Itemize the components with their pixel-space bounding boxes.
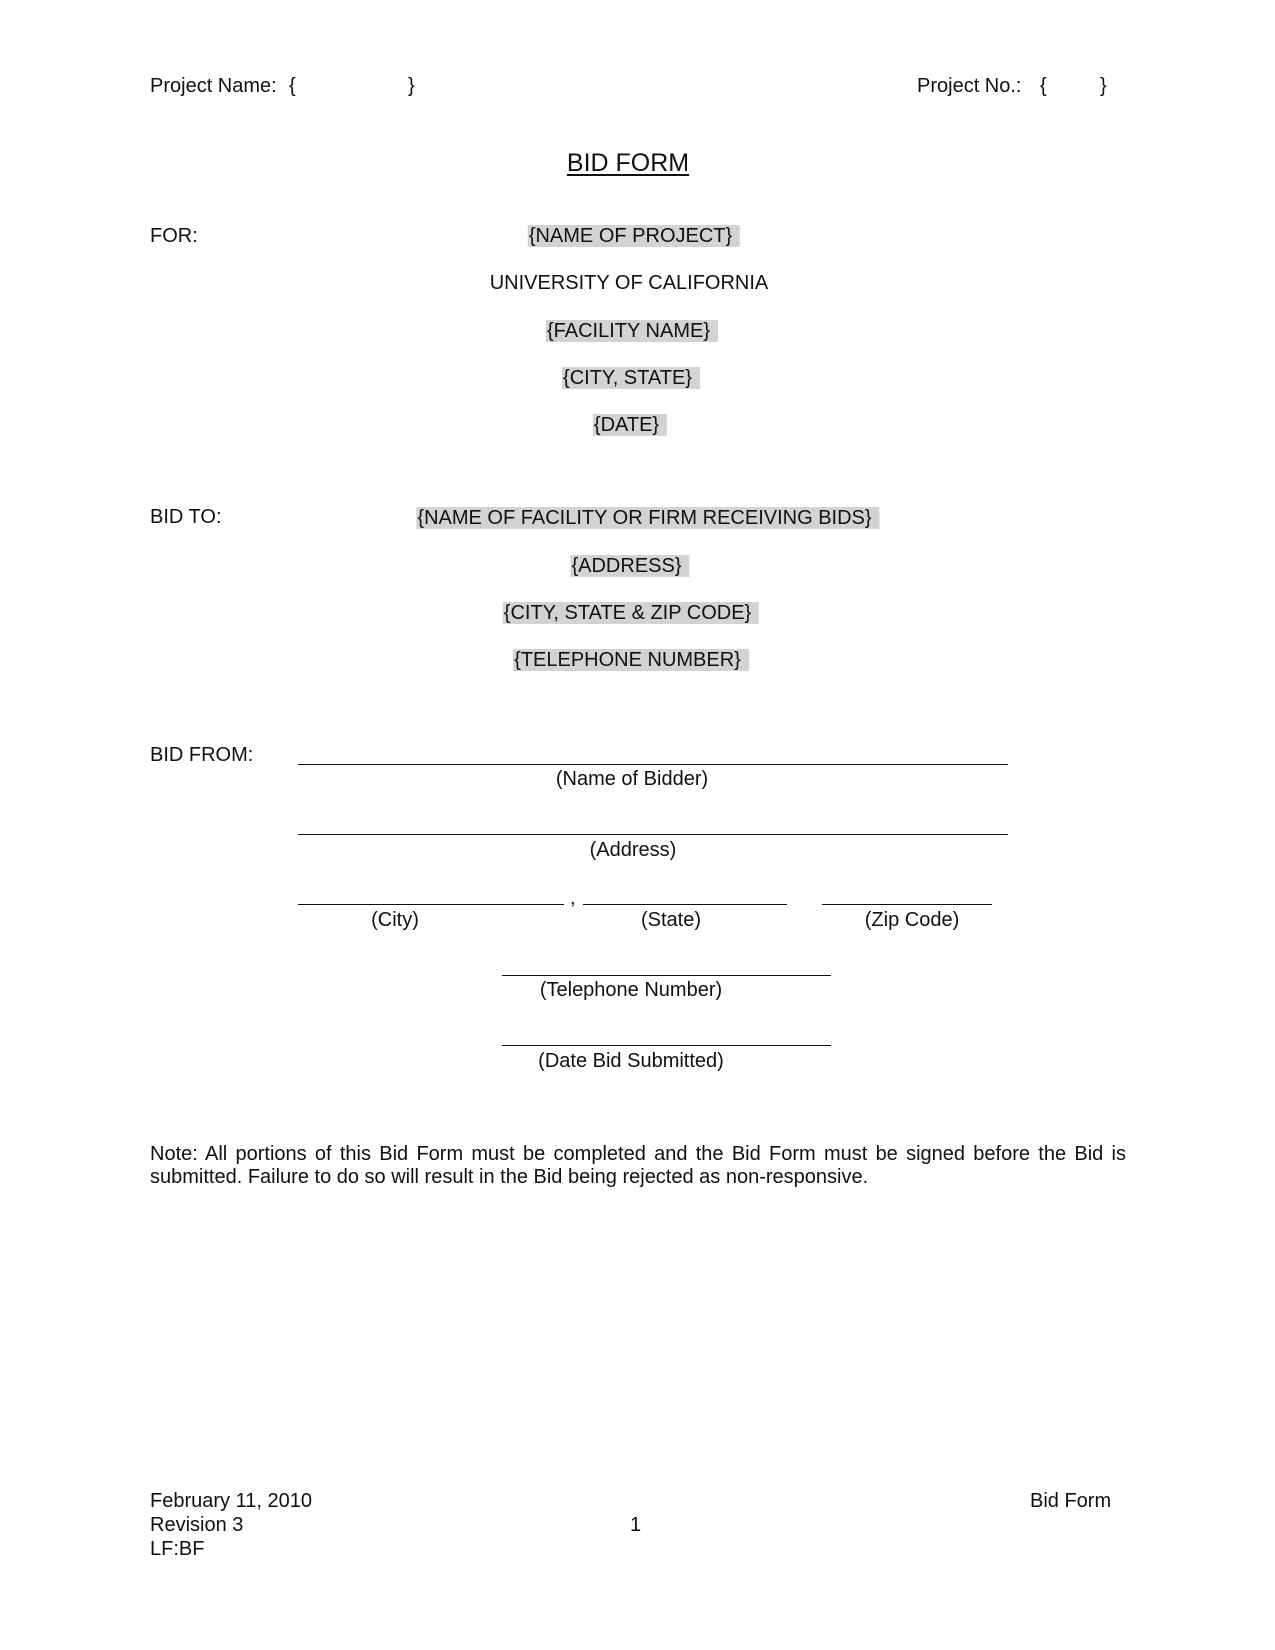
page-number: 1: [630, 1514, 642, 1536]
facility-name-placeholder: {FACILITY NAME}: [546, 320, 718, 342]
footer-date: February 11, 2010: [150, 1490, 312, 1512]
footer-revision: Revision 3: [150, 1514, 244, 1536]
bidder-address-caption: (Address): [589, 839, 677, 861]
bidder-address-line[interactable]: [298, 834, 1008, 835]
project-name-placeholder: {NAME OF PROJECT}: [528, 225, 740, 247]
bidder-state-caption: (State): [640, 909, 702, 931]
date-submitted-caption: (Date Bid Submitted): [538, 1050, 724, 1072]
recipient-telephone-placeholder: {TELEPHONE NUMBER}: [513, 649, 749, 671]
recipient-placeholder: {NAME OF FACILITY OR FIRM RECEIVING BIDS}: [416, 507, 879, 529]
bidder-zip-caption: (Zip Code): [864, 909, 960, 931]
footer-code: LF:BF: [150, 1538, 205, 1560]
bid-to-label: BID TO:: [150, 506, 222, 528]
recipient-address-placeholder: {ADDRESS}: [570, 555, 689, 577]
bid-from-label: BID FROM:: [150, 744, 254, 766]
project-name-label: Project Name:: [150, 75, 277, 97]
project-no-close-brace: }: [1100, 75, 1107, 97]
footer-document-name: Bid Form: [1030, 1490, 1112, 1512]
city-state-placeholder: {CITY, STATE}: [562, 367, 700, 389]
recipient-city-state-zip-placeholder: {CITY, STATE & ZIP CODE}: [503, 602, 759, 624]
for-label: FOR:: [150, 225, 198, 247]
bidder-city-line[interactable]: [298, 904, 564, 905]
project-no-open-brace: {: [1040, 75, 1047, 97]
project-name-close-brace: }: [408, 75, 415, 97]
bidder-telephone-line[interactable]: [502, 975, 831, 976]
project-no-label: Project No.:: [917, 75, 1022, 97]
date-placeholder: {DATE}: [593, 414, 667, 436]
page-title: BID FORM: [566, 149, 690, 177]
bidder-city-caption: (City): [371, 909, 419, 931]
bidder-name-caption: (Name of Bidder): [555, 768, 709, 790]
submission-note: Note: All portions of this Bid Form must be completed and the Bid Form must be signed before the Bid is submitted. Failure to do so will result in the Bid being rejected as non-responsive.: [150, 1143, 1126, 1188]
bidder-state-line[interactable]: [583, 904, 787, 905]
bidder-name-line[interactable]: [298, 764, 1008, 765]
city-state-comma: ,: [570, 887, 576, 909]
date-submitted-line[interactable]: [502, 1045, 831, 1046]
bidder-telephone-caption: (Telephone Number): [539, 979, 723, 1001]
university-name: UNIVERSITY OF CALIFORNIA: [489, 272, 769, 294]
bidder-zip-line[interactable]: [822, 904, 992, 905]
project-name-open-brace: {: [289, 75, 296, 97]
